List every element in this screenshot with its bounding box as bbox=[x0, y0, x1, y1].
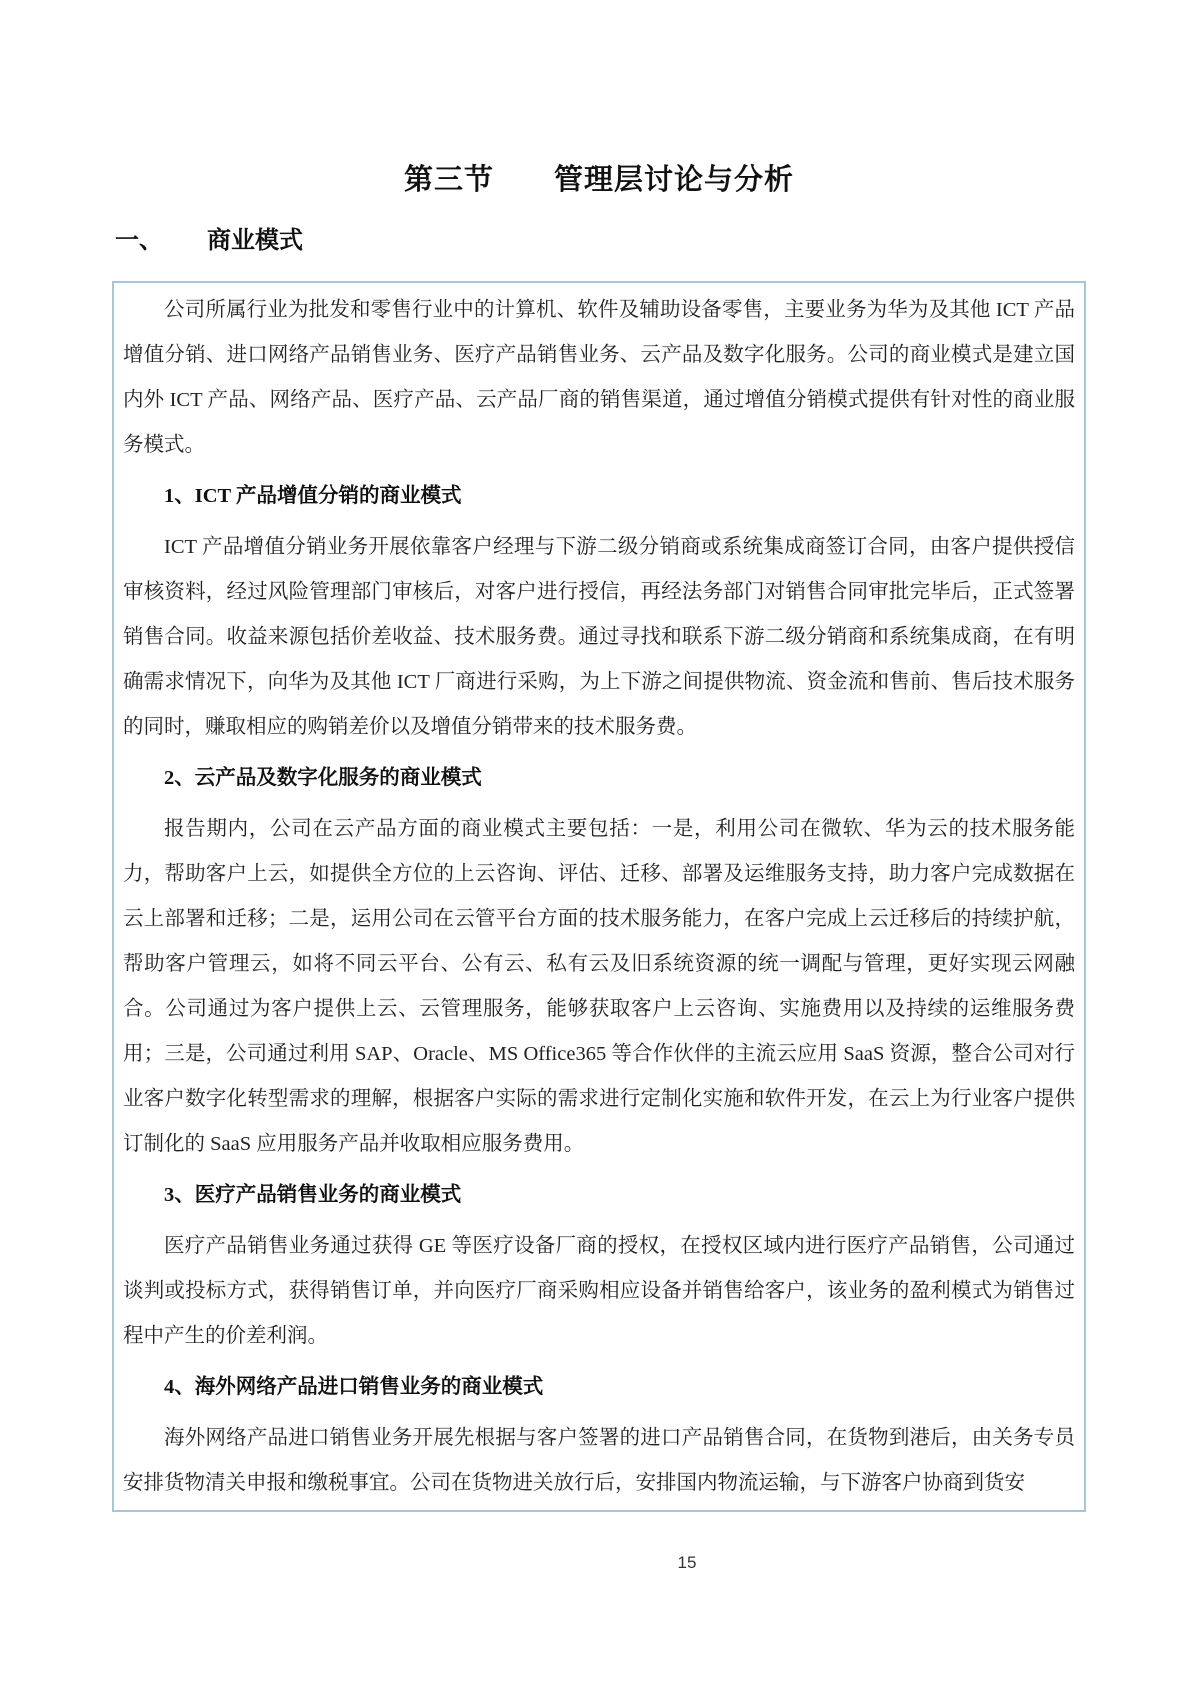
paragraph: 公司所属行业为批发和零售行业中的计算机、软件及辅助设备零售，主要业务为华为及其他 ICT 产品增值分销、进口网络产品销售业务、医疗产品销售业务、云产品及数字化服务。公司的商业模式是建立国内外 ICT 产品、网络产品、医疗产品、云产品厂商的销售渠道，通过增值分销模式提供有针对性的商业服务模式。 bbox=[123, 299, 1075, 456]
sub-heading: 4、海外网络产品进口销售业务的商业模式 bbox=[164, 1376, 544, 1398]
section-label: 商业模式 bbox=[207, 227, 303, 254]
sub-heading: 1、ICT 产品增值分销的商业模式 bbox=[164, 485, 462, 507]
paragraph: 报告期内，公司在云产品方面的商业模式主要包括：一是，利用公司在微软、华为云的技术服务能力，帮助客户上云，如提供全方位的上云咨询、评估、迁移、部署及运维服务支持，助力客户完成数据在云上部署和迁移；二是，运用公司在云管平台方面的技术服务能力，在客户完成上云迁移后的持续护航，帮助客户管理云，如将不同云平台、公有云、私有云及旧系统资源的统一调配与管理，更好实现云网融合。公司通过为客户提供上云、云管理服务，能够获取客户上云咨询、实施费用以及持续的运维服务费用；三是，公司通过利用 SAP、Oracle、MS Office365 等合作伙伴的主流云应用 SaaS 资源，整合公司对行业客户数字化转型需求的理解，根据客户实际的需求进行定制化实施和软件开发，在云上为行业客户提供订制化的 SaaS 应用服务产品并收取相应服务费用。 bbox=[123, 818, 1075, 1155]
section-number: 一、 bbox=[115, 227, 163, 254]
paragraph: ICT 产品增值分销业务开展依靠客户经理与下游二级分销商或系统集成商签订合同，由客户提供授信审核资料，经过风险管理部门审核后，对客户进行授信，再经法务部门对销售合同审批完毕后，正式签署销售合同。收益来源包括价差收益、技术服务费。通过寻找和联系下游二级分销商和系统集成商，在有明确需求情况下，向华为及其他 ICT 厂商进行采购，为上下游之间提供物流、资金流和售前、售后技术服务的同时，赚取相应的购销差价以及增值分销带来的技术服务费。 bbox=[123, 536, 1075, 738]
paragraph: 海外网络产品进口销售业务开展先根据与客户签署的进口产品销售合同，在货物到港后，由关务专员安排货物清关申报和缴税事宜。公司在货物进关放行后，安排国内物流运输，与下游客户协商到货安 bbox=[123, 1427, 1075, 1494]
business-model-text-box bbox=[112, 281, 1086, 1512]
page-title: 第三节 管理层讨论与分析 bbox=[403, 164, 794, 196]
page-number: 15 bbox=[677, 1553, 697, 1572]
sub-heading: 3、医疗产品销售业务的商业模式 bbox=[164, 1184, 462, 1206]
section-heading bbox=[115, 224, 303, 258]
sub-heading: 2、云产品及数字化服务的商业模式 bbox=[164, 767, 482, 789]
paragraph: 医疗产品销售业务通过获得 GE 等医疗设备厂商的授权，在授权区域内进行医疗产品销售，公司通过谈判或投标方式，获得销售订单，并向医疗厂商采购相应设备并销售给客户，该业务的盈利模式为销售过程中产生的价差利润。 bbox=[123, 1235, 1075, 1347]
